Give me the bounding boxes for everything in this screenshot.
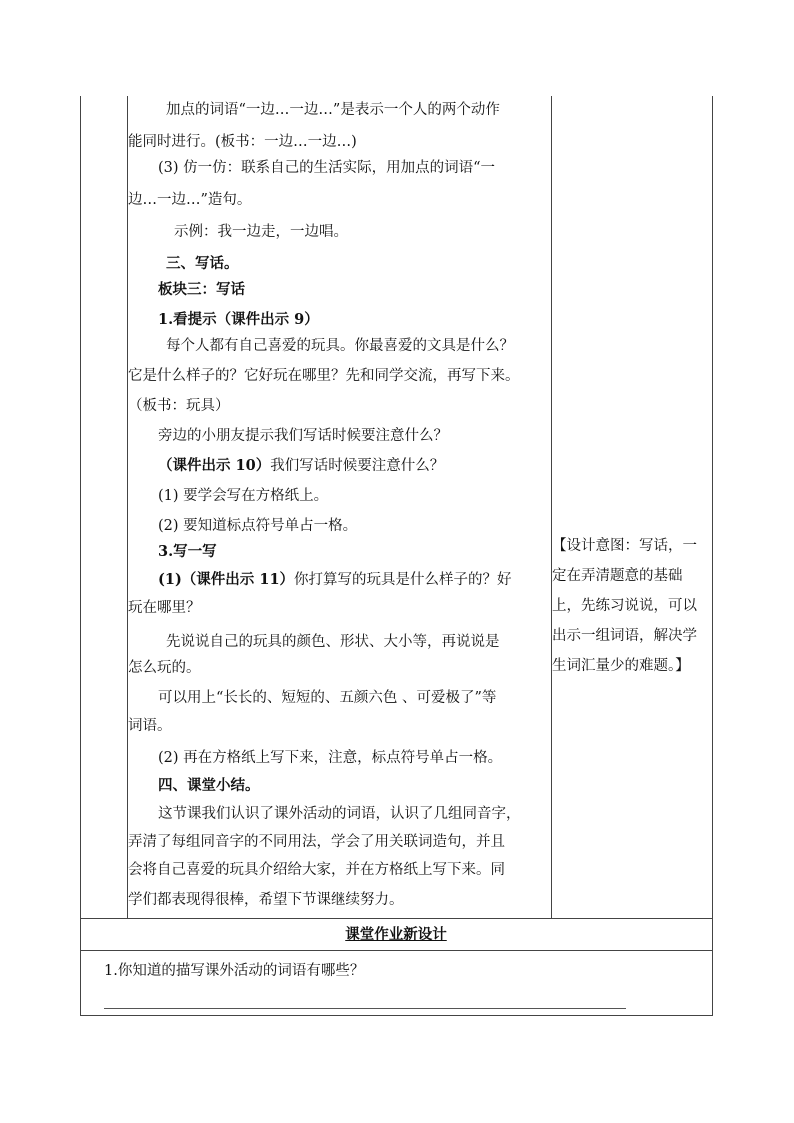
lesson-line: 先说说自己的玩具的颜色、形状、大小等，再说说是 bbox=[166, 634, 500, 650]
line-rest: 我们写话时候要注意什么？ bbox=[270, 458, 445, 474]
lesson-line: 三、写话。 bbox=[166, 255, 239, 272]
lesson-line: (1) 要学会写在方格纸上。 bbox=[158, 488, 329, 504]
lesson-line: （板书：玩具） bbox=[128, 398, 230, 414]
line-rest: 你打算写的玩具是什么样子的？好 bbox=[294, 572, 512, 588]
lesson-line bbox=[158, 456, 444, 476]
design-note-line: 出示一组词语，解决学 bbox=[552, 628, 697, 644]
lesson-line: (2) 再在方格纸上写下来，注意，标点符号单占一格。 bbox=[158, 750, 503, 766]
lesson-line: 它是什么样子的？它好玩在哪里？先和同学交流，再写下来。 bbox=[128, 368, 520, 384]
lesson-line: 会将自己喜爱的玩具介绍给大家，并在方格纸上写下来。同 bbox=[128, 862, 505, 878]
table-row-divider bbox=[80, 950, 713, 951]
lesson-line: 词语。 bbox=[128, 718, 172, 734]
table-right-border bbox=[712, 96, 713, 1016]
table-column-divider bbox=[551, 96, 552, 918]
table-row-divider bbox=[80, 918, 713, 919]
lesson-line: 边…一边…”造句。 bbox=[128, 192, 252, 208]
answer-line[interactable] bbox=[104, 1008, 626, 1009]
lesson-line: 1.看提示（课件出示 9） bbox=[158, 311, 319, 328]
homework-question: 1.你知道的描写课外活动的词语有哪些？ bbox=[104, 963, 365, 979]
design-note-line: 【设计意图：写话，一 bbox=[552, 538, 697, 554]
lesson-line: 可以用上“长长的、短短的、五颜六色 、可爱极了”等 bbox=[158, 690, 497, 706]
lesson-line: 旁边的小朋友提示我们写话时候要注意什么？ bbox=[158, 428, 448, 444]
lesson-line: 3.写一写 bbox=[158, 543, 217, 560]
table-inner-left-border bbox=[127, 96, 128, 918]
lesson-line: 板块三：写话 bbox=[158, 281, 245, 298]
bold-prefix: (1)（课件出示 11） bbox=[158, 571, 295, 588]
bold-prefix: （课件出示 10） bbox=[158, 457, 271, 474]
lesson-line: 加点的词语“一边…一边…”是表示一个人的两个动作 bbox=[166, 102, 500, 118]
lesson-line: 能同时进行。(板书：一边…一边…) bbox=[128, 134, 357, 150]
lesson-line: (3) 仿一仿：联系自己的生活实际，用加点的词语“一 bbox=[158, 160, 496, 176]
design-note-line: 生词汇量少的难题。】 bbox=[552, 658, 690, 674]
lesson-line: 玩在哪里？ bbox=[128, 600, 201, 616]
lesson-line: (2) 要知道标点符号单占一格。 bbox=[158, 518, 358, 534]
table-left-border bbox=[80, 96, 81, 1016]
homework-title bbox=[80, 922, 712, 948]
homework-title-text: 课堂作业新设计 bbox=[345, 926, 447, 943]
lesson-line: 弄清了每组同音字的不同用法，学会了用关联词造句，并且 bbox=[128, 834, 505, 850]
lesson-line: 学们都表现得很棒，希望下节课继续努力。 bbox=[128, 892, 404, 908]
design-note-line: 定在弄清题意的基础 bbox=[552, 568, 683, 584]
lesson-line: 每个人都有自己喜爱的玩具。你最喜爱的文具是什么？ bbox=[166, 338, 514, 354]
lesson-line: 怎么玩的。 bbox=[128, 660, 201, 676]
lesson-line: 四、课堂小结。 bbox=[158, 777, 260, 794]
lesson-line bbox=[158, 570, 512, 590]
lesson-line: 这节课我们认识了课外活动的词语，认识了几组同音字， bbox=[158, 806, 521, 822]
lesson-line: 示例：我一边走，一边唱。 bbox=[174, 224, 348, 240]
table-bottom-border bbox=[80, 1015, 713, 1016]
design-note-line: 上，先练习说说，可以 bbox=[552, 598, 697, 614]
